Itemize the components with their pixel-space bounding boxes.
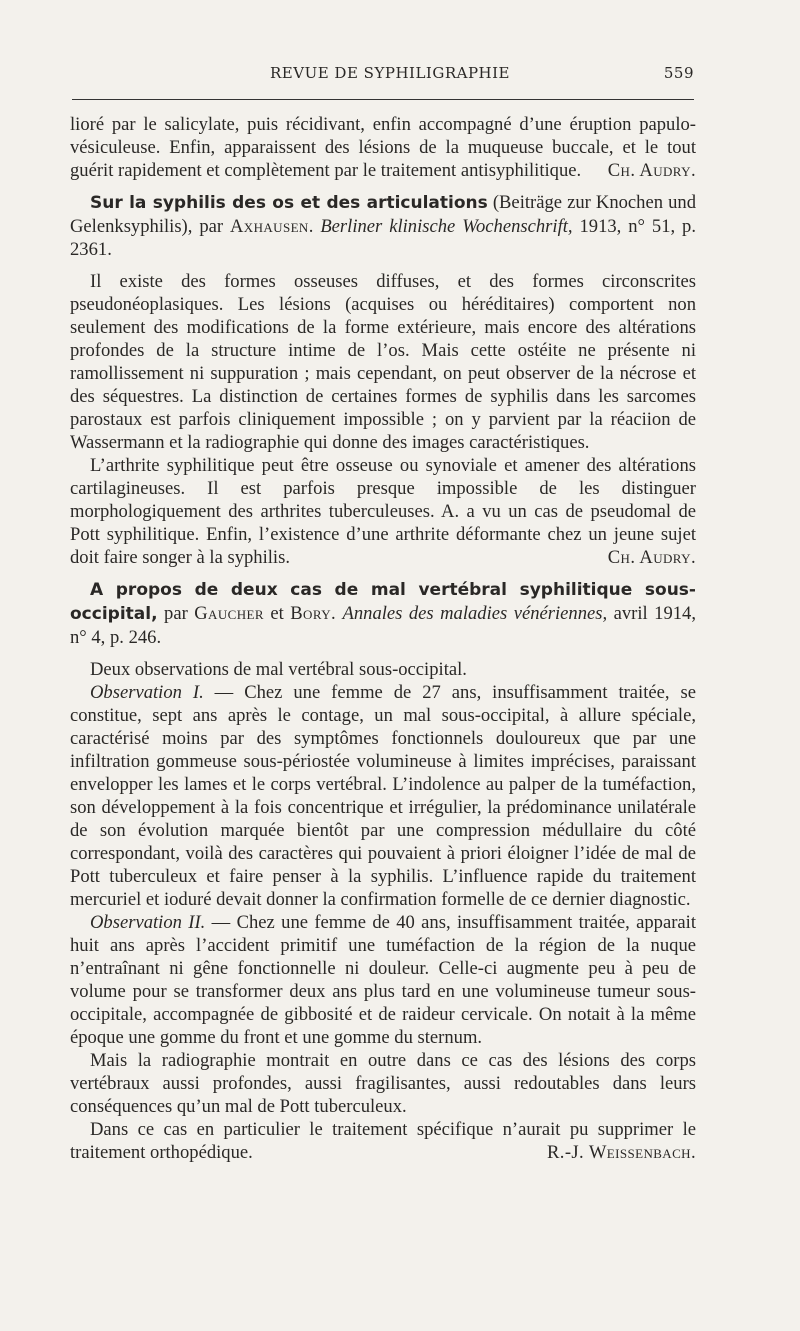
- paragraph: Deux observations de mal vertébral sous-occipital.: [90, 659, 467, 680]
- and-text: et: [263, 603, 291, 624]
- paragraph: [70, 1118, 696, 1164]
- running-title: REVUE DE SYPHILIGRAPHIE: [270, 64, 511, 82]
- observation-text: — Chez une femme de 40 ans, insuffisamment traitée, apparait huit ans après l’accident primitif une tuméfaction de la région de la nuque n’entraînant ni gêne fonctionnelle ni douleur. Celle-ci augmente peu à peu de volume pour se transformer deux ans plus tard en une volumineuse tumeur sous-occipitale, accompagnée de gibbosité et de raideur cervicale. On notait à la même époque une gomme du front et une gomme du sternum.: [70, 912, 696, 1048]
- article-author: Axhausen: [229, 216, 309, 237]
- journal-name: Annales des maladies vénériennes,: [342, 603, 608, 624]
- article-author: Gaucher: [194, 603, 264, 624]
- article-author: Bory.: [290, 603, 337, 624]
- article-subtitle: (Beiträge zur Knochen und Gelenksyphilis), par: [70, 192, 696, 237]
- page-number: 559: [663, 64, 694, 82]
- paragraph: Il existe des formes osseuses diffuses, et des formes circonscrites pseudonéoplasiques. Les lésions (acquises ou héréditaires) comportent non seulement des modifications de la forme extérieure, mais encore des altérations profondes de la structure intime de l’os. Mais cette ostéite ne présente ni ramollissement ni suppuration ; mais cependant, on peut observer de la nécrose et des séquestres. La distinction de certaines formes de syphilis dans les sarcomes parostaux est parfois cliniquement impossible ; on y parvient par la réaciion de Wassermann et la radiographie qui donne des images caractéristiques.: [70, 271, 696, 453]
- observation-paragraph: [70, 681, 696, 911]
- journal-name: Berliner klinische Wochenschrift,: [320, 216, 573, 237]
- paragraph-text: lioré par le salicylate, puis récidivant, enfin accompagné d’une éruption papulo-vésiculeuse. Enfin, apparaissent des lésions de la muqueuse buccale, et le tout guérit rapidement et complètement par le traitement antisyphilitique.: [70, 114, 696, 181]
- article-title: A propos de deux cas de mal vertébral syphilitique sous-occipital,: [70, 580, 696, 624]
- observation-label: Observation II.: [90, 912, 206, 933]
- observation-paragraph: [70, 911, 696, 1049]
- page-header: [72, 62, 694, 86]
- paragraph: [70, 454, 696, 569]
- journal-reference: avril 1914, n° 4, p. 246.: [70, 603, 696, 648]
- header-rule: [72, 99, 694, 100]
- signature: Ch. Audry.: [607, 160, 696, 181]
- journal-reference: 1913, n° 51, p. 2361.: [70, 216, 697, 260]
- signature: R.-J. Weissenbach.: [546, 1142, 696, 1163]
- article-heading: [70, 578, 696, 649]
- by-text: par: [164, 603, 195, 624]
- article-heading: Sur la syphilis des os et des articulations (Beiträge zur Knochen und Gelenksyphilis), par Axhausen. Berliner klinische Wochenschrift, 1913, n° 51, p. 2361.: [70, 192, 697, 260]
- continued-paragraph: [70, 113, 696, 182]
- page-body: [70, 113, 696, 1164]
- observation-label: Observation I.: [90, 682, 204, 703]
- signature: Ch. Audry.: [607, 547, 696, 568]
- paragraph: Mais la radiographie montrait en outre dans ce cas des lésions des corps vertébraux aussi profondes, aussi fragilisantes, aussi redoutables dans leurs conséquences qu’un mal de Pott tuberculeux.: [70, 1050, 696, 1117]
- paragraph-text: Dans ce cas en particulier le traitement spécifique n’aurait pu supprimer le traitement orthopédique.: [70, 1119, 696, 1163]
- article-title: Sur la syphilis des os et des articulations: [90, 193, 488, 213]
- observation-text: — Chez une femme de 27 ans, insuffisamment traitée, se constitue, sept ans après le contage, un mal sous-occipital, à allure spéciale, caractérisé moins par des symptômes fonctionnels douloureux que par une infiltration gommeuse sous-périostée volumineuse à limites imprécises, paraissant envelopper les lames et le corps vertébral. L’indolence au palper de la tuméfaction, son développement à la fois concentrique et irrégulier, la prédominance unilatérale de son évolution marquée bientôt par une compression médullaire du côté correspondant, voilà des caractères qui pouvaient à priori éloigner l’idée de mal de Pott tuberculeux et faire penser à la syphilis. L’influence rapide du traitement mercuriel et ioduré devait donner la confirmation formelle de ce dernier diagnostic.: [70, 682, 696, 910]
- paragraph-text: L’arthrite syphilitique peut être osseuse ou synoviale et amener des altérations cartilagineuses. Il est parfois presque impossible de les distinguer morphologiquement des arthrites tuberculeuses. A. a vu un cas de pseudomal de Pott syphilitique. Enfin, l’existence d’une arthrite déformante chez un jeune sujet doit faire songer à la syphilis.: [70, 455, 696, 568]
